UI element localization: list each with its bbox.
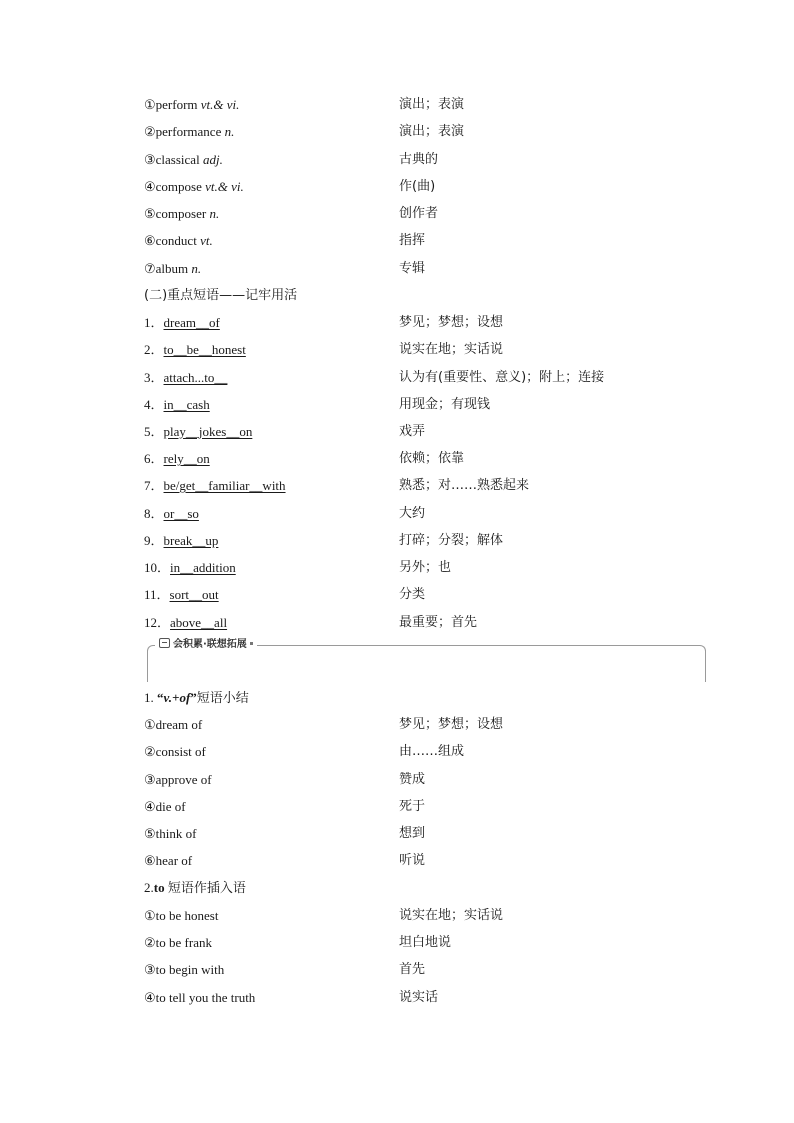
vocab-meaning: 专辑: [399, 261, 426, 276]
item-zh: 首先: [399, 962, 426, 977]
phrase-meaning: 说实在地；实话说: [399, 342, 504, 357]
phrase-answer: play__jokes__on: [163, 424, 253, 439]
vocab-meaning: 演出；表演: [399, 97, 465, 112]
item-zh: 赞成: [399, 772, 426, 787]
sub2-item: [0, 932, 794, 954]
phrase-answer: or__so: [163, 506, 199, 521]
phrase-answer: to__be__honest: [163, 342, 246, 357]
sub1-item: [0, 714, 794, 736]
vocab-num: ⑦: [144, 261, 156, 276]
sub2-item: [0, 905, 794, 927]
item-num: ④: [144, 799, 156, 814]
phrase-num: 6．: [144, 451, 164, 466]
sub1-item: [0, 823, 794, 845]
item-en: think of: [155, 826, 197, 841]
item-en: consist of: [155, 744, 206, 759]
item-num: ④: [144, 990, 156, 1005]
phrase-row: [0, 448, 794, 470]
phrase-row: [0, 557, 794, 579]
phrase-num: 5．: [144, 424, 164, 439]
sub2-item: [0, 959, 794, 981]
sub2-prefix: 2.: [144, 880, 154, 895]
vocab-row: [0, 230, 794, 252]
item-en: to be honest: [155, 908, 219, 923]
phrase-num: 10．: [144, 560, 171, 575]
sub1-quote-close: ”: [190, 690, 197, 705]
sub1-title: 短语小结: [196, 691, 249, 706]
phrase-answer: dream__of: [163, 315, 220, 330]
vocab-pos: adj.: [202, 152, 223, 167]
vocab-word: compose: [155, 179, 202, 194]
item-en: to be frank: [155, 935, 212, 950]
phrase-row: [0, 584, 794, 606]
subsection-title: [0, 877, 794, 899]
item-num: ⑤: [144, 826, 156, 841]
item-zh: 听说: [399, 853, 426, 868]
phrase-num: 3．: [144, 370, 164, 385]
phrase-row: [0, 339, 794, 361]
phrase-answer: attach...to__: [163, 370, 228, 385]
item-num: ③: [144, 962, 156, 977]
sub1-item: [0, 850, 794, 872]
item-en: to tell you the truth: [155, 990, 256, 1005]
phrase-row: [0, 312, 794, 334]
vocab-meaning: 指挥: [399, 233, 426, 248]
section2-title: (二)重点短语——记牢用活: [144, 288, 298, 303]
item-zh: 想到: [399, 826, 426, 841]
vocab-word: performance: [155, 124, 222, 139]
item-en: die of: [155, 799, 186, 814]
item-num: ③: [144, 772, 156, 787]
sub1-prefix: 1.: [144, 690, 157, 705]
phrase-row: [0, 394, 794, 416]
sub1-formula: v.+of: [163, 690, 191, 705]
vocab-pos: vt.: [200, 233, 213, 248]
vocab-row: [0, 176, 794, 198]
phrase-num: 12．: [144, 615, 171, 630]
vocab-word: perform: [155, 97, 198, 112]
phrase-meaning: 另外；也: [399, 560, 452, 575]
phrase-row: [0, 475, 794, 497]
item-num: ①: [144, 717, 156, 732]
extension-box-title: 会积累·联想拓展: [173, 639, 247, 650]
phrase-answer: above__all: [170, 615, 228, 630]
dot-icon: [250, 642, 253, 645]
phrase-meaning: 大约: [399, 506, 426, 521]
vocab-pos: n.: [209, 206, 220, 221]
vocab-num: ②: [144, 124, 156, 139]
vocab-num: ③: [144, 152, 156, 167]
phrase-answer: break__up: [163, 533, 219, 548]
vocab-row: [0, 121, 794, 143]
phrase-num: 9．: [144, 533, 164, 548]
phrase-meaning: 打碎；分裂；解体: [399, 533, 504, 548]
phrase-answer: in__cash: [163, 397, 210, 412]
item-zh: 梦见；梦想；设想: [399, 717, 504, 732]
vocab-num: ⑥: [144, 233, 156, 248]
item-zh: 由……组成: [399, 744, 465, 759]
sub1-item: [0, 769, 794, 791]
section-title: [0, 285, 794, 307]
item-num: ⑥: [144, 853, 156, 868]
phrase-meaning: 梦见；梦想；设想: [399, 315, 504, 330]
vocab-word: classical: [155, 152, 200, 167]
phrase-row: [0, 367, 794, 389]
vocab-num: ④: [144, 179, 156, 194]
item-num: ②: [144, 744, 156, 759]
phrase-meaning: 依赖；依靠: [399, 451, 465, 466]
phrase-answer: in__addition: [170, 560, 236, 575]
vocab-num: ⑤: [144, 206, 156, 221]
vocab-meaning: 古典的: [399, 152, 439, 167]
phrase-answer: be/get__familiar__with: [163, 478, 286, 493]
item-en: to begin with: [155, 962, 225, 977]
item-zh: 说实话: [399, 990, 439, 1005]
item-num: ②: [144, 935, 156, 950]
item-zh: 死于: [399, 799, 426, 814]
vocab-pos: n.: [224, 124, 235, 139]
extension-box-label: [155, 637, 257, 653]
phrase-meaning: 最重要；首先: [399, 615, 478, 630]
vocab-row: [0, 203, 794, 225]
sub2-keyword: to: [153, 880, 165, 895]
vocab-word: album: [155, 261, 189, 276]
phrase-num: 1．: [144, 315, 164, 330]
phrase-num: 2．: [144, 342, 164, 357]
sub2-item: [0, 987, 794, 1009]
vocab-row: [0, 94, 794, 116]
phrase-row: [0, 421, 794, 443]
phrase-num: 7．: [144, 478, 164, 493]
phrase-answer: rely__on: [163, 451, 210, 466]
vocab-row: [0, 149, 794, 171]
vocab-meaning: 演出；表演: [399, 124, 465, 139]
vocab-pos: n.: [191, 261, 202, 276]
sub1-item: [0, 796, 794, 818]
phrase-meaning: 用现金；有现钱: [399, 397, 491, 412]
note-icon: [159, 638, 170, 648]
item-zh: 坦白地说: [399, 935, 452, 950]
item-en: approve of: [155, 772, 212, 787]
vocab-num: ①: [144, 97, 156, 112]
item-num: ①: [144, 908, 156, 923]
sub1-quote-open: “: [157, 690, 164, 705]
vocab-meaning: 作(曲): [399, 179, 436, 194]
vocab-row: [0, 258, 794, 280]
phrase-meaning: 认为有(重要性、意义)；附上；连接: [399, 370, 605, 385]
subsection-title: [0, 687, 794, 709]
phrase-num: 11．: [144, 587, 170, 602]
item-en: hear of: [155, 853, 193, 868]
vocab-pos: vt.& vi.: [205, 179, 244, 194]
phrase-meaning: 分类: [399, 587, 426, 602]
phrase-num: 4．: [144, 397, 164, 412]
phrase-row: [0, 612, 794, 634]
vocab-pos: vt.& vi.: [200, 97, 240, 112]
phrase-row: [0, 530, 794, 552]
phrase-row: [0, 503, 794, 525]
phrase-num: 8．: [144, 506, 164, 521]
item-en: dream of: [155, 717, 203, 732]
phrase-meaning: 熟悉；对……熟悉起来: [399, 478, 530, 493]
phrase-meaning: 戏弄: [399, 424, 426, 439]
vocab-meaning: 创作者: [399, 206, 439, 221]
sub1-item: [0, 741, 794, 763]
phrase-answer: sort__out: [169, 587, 219, 602]
item-zh: 说实在地；实话说: [399, 908, 504, 923]
sub2-title: 短语作插入语: [167, 881, 246, 896]
vocab-word: composer: [155, 206, 207, 221]
vocab-word: conduct: [155, 233, 197, 248]
